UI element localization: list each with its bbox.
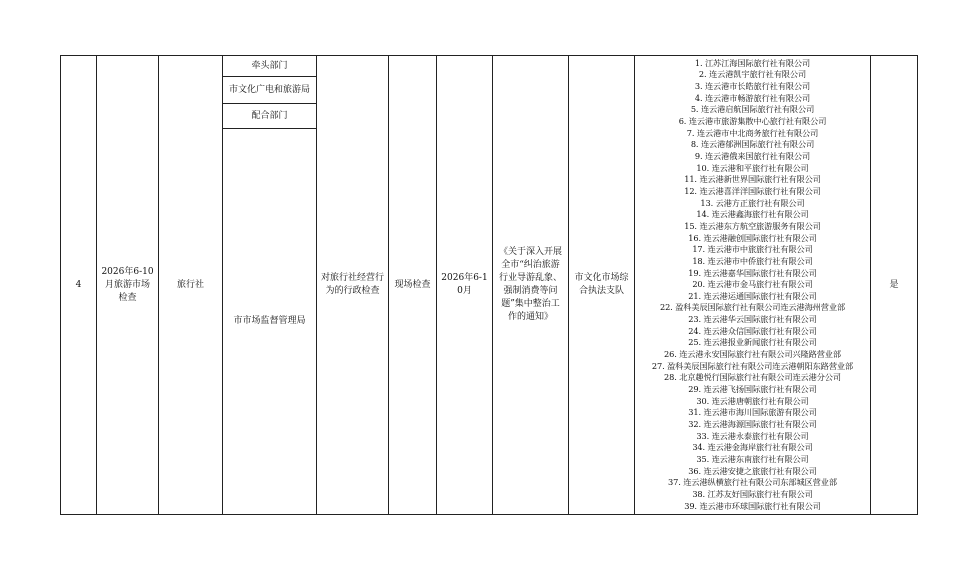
inspection-content-cell (317, 56, 389, 515)
list-item: 10. 连云港和平旅行社有限公司 (696, 162, 809, 173)
list-item: 1. 江苏江海国际旅行社有限公司 (694, 57, 811, 68)
inspection-object: 旅行社 (176, 279, 204, 290)
executor-cell (569, 56, 635, 515)
list-item: 24. 连云港众信国际旅行社有限公司 (688, 325, 817, 336)
list-item: 17. 连云港市中旅旅行社有限公司 (692, 244, 813, 255)
lead-department: 市文化广电和旅游局 (223, 77, 316, 104)
list-item: 27. 盈科美辰国际旅行社有限公司连云港朝阳东路营业部 (651, 360, 854, 371)
task-name: 2026年6-10月旅游市场检查 (101, 266, 154, 303)
row-index-cell (61, 56, 97, 515)
inspection-time: 2026年6-10月 (441, 273, 488, 296)
list-item: 8. 连云港郁洲国际旅行社有限公司 (690, 139, 815, 150)
inspection-table (60, 55, 918, 515)
inspection-time-cell (437, 56, 493, 515)
basis-document: 《关于深入开展全市“纠治旅游行业导游乱象、强制消费等问题”集中整治工作的通知》 (498, 247, 562, 322)
list-item: 13. 云港方正旅行社有限公司 (700, 197, 805, 208)
task-name-cell (97, 56, 159, 515)
list-item: 7. 连云港市中北商务旅行社有限公司 (686, 127, 819, 138)
document-page (60, 55, 917, 515)
list-item: 30. 连云港唐朝旅行社有限公司 (696, 395, 809, 406)
list-item: 29. 连云港飞扬国际旅行社有限公司 (688, 384, 817, 395)
row-index: 4 (75, 279, 82, 290)
list-item: 34. 连云港金海岸旅行社有限公司 (692, 442, 813, 453)
assist-department: 市市场监督管理局 (233, 316, 306, 326)
list-item: 4. 连云港市畅游旅行社有限公司 (694, 92, 811, 103)
list-item: 26. 连云港永安国际旅行社有限公司兴隆路营业部 (664, 349, 841, 360)
list-item: 3. 连云港市长皓旅行社有限公司 (694, 81, 811, 92)
list-item: 23. 连云港华云国际旅行社有限公司 (688, 314, 817, 325)
department-cell (223, 56, 317, 515)
list-item: 28. 北京趣悦行国际旅行社有限公司连云港分公司 (664, 372, 841, 383)
list-item: 2. 连云港凯宇旅行社有限公司 (698, 69, 807, 80)
inspection-content: 对旅行社经营行为的行政检查 (321, 273, 385, 296)
list-item: 33. 连云港永泰旅行社有限公司 (696, 430, 809, 441)
list-item: 11. 连云港新世界国际旅行社有限公司 (684, 174, 821, 185)
list-item: 22. 盈科美辰国际旅行社有限公司连云港海州营业部 (659, 302, 846, 313)
list-item: 31. 连云港市海川国际旅游有限公司 (688, 407, 817, 418)
list-item: 12. 连云港喜洋洋国际旅行社有限公司 (684, 185, 821, 196)
list-item: 35. 连云港东南旅行社有限公司 (696, 454, 809, 465)
lead-department-label: 牵头部门 (223, 56, 316, 77)
agency-list (635, 58, 870, 513)
flag-value: 是 (889, 279, 899, 290)
list-item: 32. 连云港海源国际旅行社有限公司 (688, 419, 817, 430)
list-item: 15. 连云港东方航空旅游服务有限公司 (684, 220, 821, 231)
list-item: 19. 连云港嘉华国际旅行社有限公司 (688, 267, 817, 278)
list-item: 39. 连云港市环球国际旅行社有限公司 (684, 500, 821, 511)
flag-cell (871, 56, 918, 515)
list-item: 16. 连云港融创国际旅行社有限公司 (688, 232, 817, 243)
list-item: 14. 连云港鑫海旅行社有限公司 (696, 209, 809, 220)
list-item: 25. 连云港报业新闻旅行社有限公司 (688, 337, 817, 348)
basis-document-cell (493, 56, 569, 515)
agency-list-cell (635, 56, 871, 515)
list-item: 37. 连云港纵横旅行社有限公司东部城区营业部 (668, 477, 837, 488)
executing-unit: 市文化市场综合执法支队 (574, 273, 629, 296)
list-item: 20. 连云港市金马旅行社有限公司 (692, 279, 813, 290)
list-item: 9. 连云港俄来国旅行社有限公司 (694, 150, 811, 161)
list-item: 18. 连云港市中侨旅行社有限公司 (692, 255, 813, 266)
list-item: 36. 连云港安捷之旅旅行社有限公司 (688, 465, 817, 476)
assist-department-label: 配合部门 (223, 104, 316, 129)
inspection-method-cell (389, 56, 437, 515)
inspection-object-cell (159, 56, 223, 515)
inspection-method: 现场检查 (394, 279, 431, 290)
list-item: 21. 连云港运通国际旅行社有限公司 (688, 290, 817, 301)
list-item: 5. 连云港启航国际旅行社有限公司 (690, 104, 815, 115)
list-item: 6. 连云港市旅游集散中心旅行社有限公司 (678, 115, 827, 126)
list-item: 38. 江苏友好国际旅行社有限公司 (692, 488, 813, 499)
table-row (61, 56, 918, 515)
